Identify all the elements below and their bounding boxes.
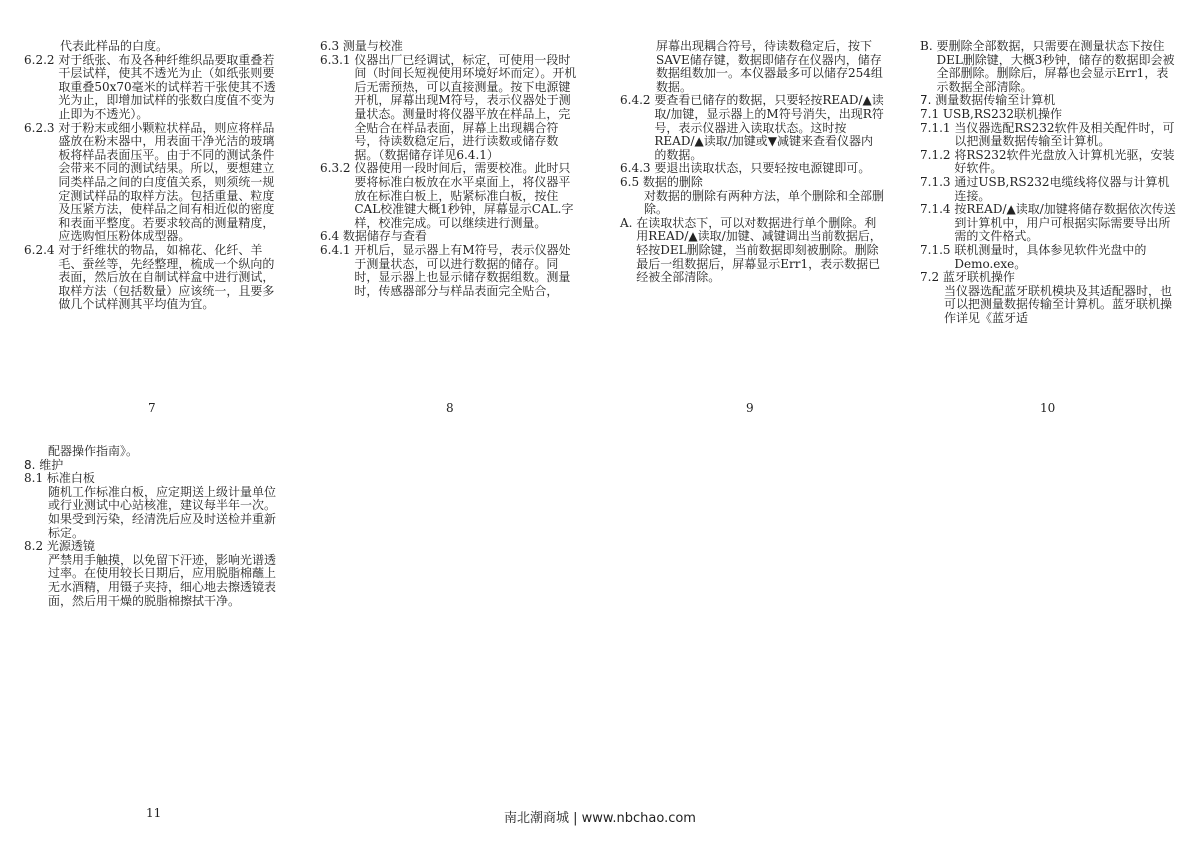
section-number: 6.2.2: [24, 52, 59, 67]
page-number-9: 9: [746, 401, 754, 415]
continued-text: 配器操作指南》。: [48, 444, 139, 458]
section-6-2-2: [24, 54, 282, 122]
section-7-1-5: [920, 244, 1178, 271]
section-number: 6.4.2: [620, 93, 655, 108]
page-number-8: 8: [446, 401, 454, 415]
column-page-9: [620, 40, 884, 285]
section-7-1-1: [920, 122, 1178, 149]
page-number-7: 7: [148, 401, 156, 415]
heading-8: 8. 维护: [24, 457, 64, 472]
section-number: 7.1.2: [920, 147, 955, 162]
section-number: A.: [620, 215, 637, 230]
heading-6-5: 6.5 数据的删除: [620, 174, 703, 189]
section-number: 7.1.3: [920, 174, 955, 189]
section-text: 对于纤维状的物品，如棉花、化纤、羊毛、蚕丝等，先经整理，梳成一个纵向的表面，然后放在自制试样盒中进行测试，取样方法（包括数量）应该统一，且要多做几个试样测其平均值为宜。: [58, 242, 275, 312]
page-number-10: 10: [1040, 401, 1056, 415]
section-text: 按READ/▲读取/加键将储存数据依次传送到计算机中，用户可根据实际需要导出所需的文件格式。: [954, 202, 1176, 244]
section-6-4-1: [320, 244, 582, 298]
section-7-1-2: [920, 149, 1178, 176]
section-text: 将RS232软件光盘放入计算机光驱，安装好软件。: [954, 147, 1175, 176]
continued-text: 屏幕出现耦合符号，待读数稳定后，按下SAVE储存键，数据即储存在仪器内，储存数据组数加一。本仪器最多可以储存254组数据。: [656, 39, 883, 94]
section-text: 要查看已储存的数据，只要轻按READ/▲读取/加键，显示器上的M符号消失，出现R符号，表示仪器进入读取状态。这时按READ/▲读取/加键或▼减键来查看仪器内的数据。: [654, 93, 884, 162]
section-6-2-4: [24, 244, 282, 312]
section-A: [620, 217, 884, 285]
heading-7-2: 7.2 蓝牙联机操作: [920, 270, 1015, 285]
section-number: 6.2.4: [24, 242, 59, 257]
section-6-4-3: [620, 162, 884, 176]
section-text: 要退出读取状态，只要轻按电源键即可。: [654, 161, 871, 176]
section-7-1-4: [920, 203, 1178, 244]
section-text: 通过USB,RS232电缆线将仪器与计算机连接。: [954, 174, 1170, 203]
heading-8-2: 8.2 光源透镜: [24, 539, 95, 554]
heading-7-1: 7.1 USB,RS232联机操作: [920, 106, 1063, 121]
section-number: B.: [920, 39, 937, 53]
section-number: 6.4.1: [320, 242, 355, 257]
section-text: 对于粉末或细小颗粒状样品，则应将样品盛放在粉末器中，用表面干净光洁的玻璃板将样品表面压平。由于不同的测试条件会带来不同的测试结果。所以，要想建立同类样品之间的白度值关系，则须统一规定测试样品的取样方法。包括重量、粒度及压紧方法，使样品之间有相近似的密度和表面平整度。若要求较高的测量精度，应选购恒压粉体成型器。: [58, 120, 275, 244]
section-7-2-body: 当仪器选配蓝牙联机模块及其适配器时，也可以把测量数据传输至计算机。蓝牙联机操作详见《蓝牙适: [944, 283, 1173, 325]
section-text: 要删除全部数据，只需要在测量状态下按住DEL删除键，大概3秒钟，储存的数据即会被全部删除。删除后，屏幕也会显示Err1，表示数据全部清除。: [936, 39, 1175, 94]
footer-watermark: 南北潮商城 | www.nbchao.com: [504, 811, 696, 826]
section-6-3-2: [320, 162, 582, 230]
column-page-11: [24, 445, 282, 608]
heading-8-1: 8.1 标准白板: [24, 471, 95, 486]
section-text: 在读取状态下，可以对数据进行单个删除。利用READ/▲读取/加键、减键调出当前数据后，轻按DEL删除键，当前数据即刻被删除。删除最后一组数据后，屏幕显示Err1，表示数据已经被全部清除。: [636, 215, 882, 285]
section-number: 6.2.3: [24, 120, 59, 135]
column-page-7: [24, 40, 282, 312]
section-number: 6.3.2: [320, 161, 355, 176]
section-text: 对于纸张、布及各种纤维织品要取重叠若干层试样，使其不透光为止（如纸张则要取重叠50x70毫米的试样若干张使其不透光为止，即增加试样的张数白度值不变为止即为不透光）。: [58, 52, 276, 121]
section-6-5-body: 对数据的删除有两种方法，单个删除和全部删除。: [644, 188, 885, 217]
section-text: 联机测量时，具体参见软件光盘中的Demo.exe。: [954, 242, 1147, 271]
heading-6-3: 6.3 测量与校准: [320, 39, 403, 53]
page-number-11: 11: [146, 806, 162, 820]
section-8-1-body: 随机工作标准白板，应定期送上级计量单位或行业测试中心站核准，建议每半年一次。如果受到污染，经清洗后应及时送检并重新标定。: [48, 484, 277, 540]
section-6-4-2: [620, 94, 884, 162]
section-text: 开机后，显示器上有M符号，表示仪器处于测量状态，可以进行数据的储存。同时，显示器上也显示储存数据组数。测量时，传感器部分与样品表面完全贴合，: [354, 242, 571, 298]
section-text: 仪器出厂已经调试，标定，可使用一段时间（时间长短视使用环境好坏而定）。开机后无需预热，可以直接测量。按下电源键开机，屏幕出现M符号，表示仪器处于测量状态。测量时将仪器平放在样品上，完全贴合在样品表面，屏幕上出现耦合符号，待读数稳定后，进行读数或储存数据。（数据储存详见6.4.1）: [354, 52, 577, 162]
section-B: [920, 40, 1178, 94]
section-number: 7.1.5: [920, 242, 955, 257]
section-number: 6.4.3: [620, 161, 655, 176]
section-6-3-1: [320, 54, 582, 163]
section-6-2-3: [24, 122, 282, 244]
column-page-10: [920, 40, 1178, 325]
section-text: 当仪器选配RS232软件及相关配件时，可以把测量数据传输至计算机。: [954, 120, 1175, 149]
section-number: 7.1.4: [920, 202, 955, 217]
section-text: 仪器使用一段时间后，需要校准。此时只要将标准白板放在水平桌面上，将仪器平放在标准白板上，贴紧标准白板，按住CAL校准键大概1秒钟，屏幕显示CAL.字样，校准完成。可以继续进行测量。: [354, 161, 574, 230]
heading-6-4: 6.4 数据储存与查看: [320, 229, 427, 244]
intro-text: 代表此样品的白度。: [60, 39, 169, 53]
section-number: 7.1.1: [920, 120, 955, 135]
section-number: 6.3.1: [320, 52, 355, 67]
heading-7: 7. 测量数据传输至计算机: [920, 93, 1056, 108]
section-7-1-3: [920, 176, 1178, 203]
column-page-8: [320, 40, 582, 298]
section-8-2-body: 严禁用手触摸，以免留下汗迹，影响光谱透过率。在使用较长日期后，应用脱脂棉蘸上无水酒精，用镊子夹持，细心地去擦透镜表面，然后用干燥的脱脂棉擦拭干净。: [48, 552, 277, 608]
